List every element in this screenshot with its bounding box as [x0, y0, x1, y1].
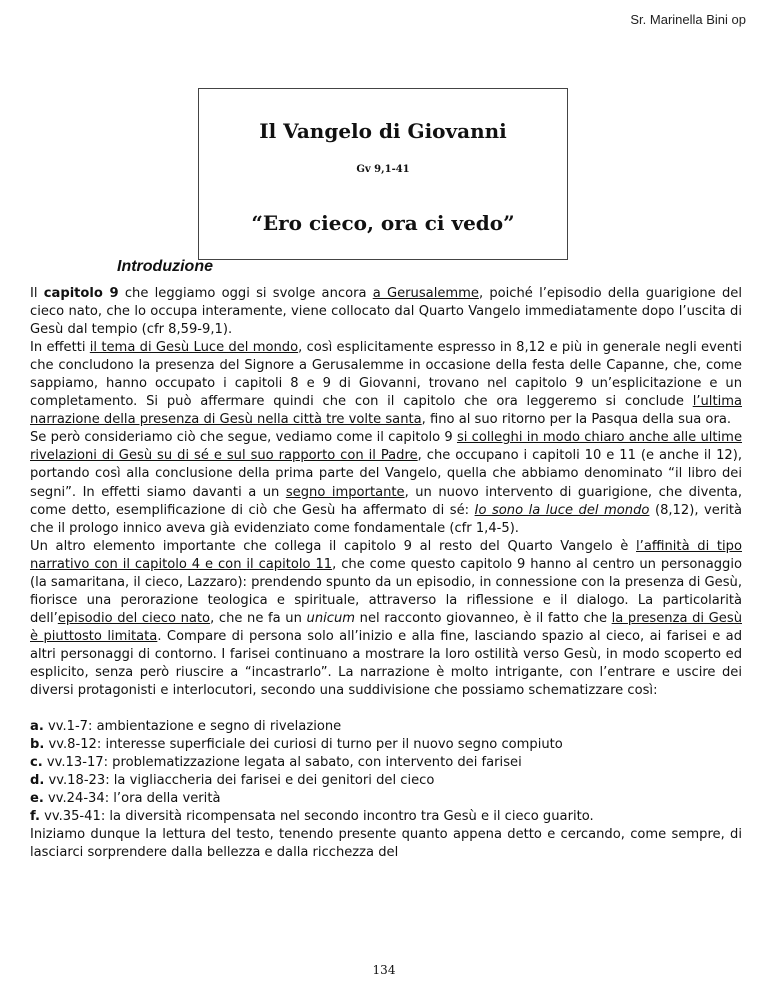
- scripture-reference: Gv 9,1-41: [356, 164, 410, 175]
- outline-text: vv.18-23: la vigliaccheria dei farisei e dei genitori del cieco: [44, 773, 435, 789]
- outline-letter: e.: [30, 791, 44, 807]
- paragraph-2: [30, 339, 742, 429]
- underlined-text: episodio del cieco nato: [57, 610, 211, 626]
- section-heading: Introduzione: [117, 258, 213, 275]
- outline-letter: b.: [30, 737, 45, 753]
- outline-letter: c.: [30, 755, 43, 771]
- paragraph-4: [30, 538, 742, 700]
- text-run: (8,12), verità che il prologo innico aveva già evidenziato come fondamentale (cfr 1,4-5).: [30, 502, 742, 536]
- text-run: , un nuovo intervento di guarigione, che diventa, come detto, esemplificazione di ciò che Gesù ha affermato di sé:: [30, 484, 742, 518]
- underlined-text: l’ultima narrazione della presenza di Gesù nella città tre volte santa: [30, 394, 742, 428]
- outline-letter: d.: [30, 773, 45, 789]
- paragraph-3: [30, 429, 742, 537]
- outline-text: vv.35-41: la diversità ricompensata nel secondo incontro tra Gesù e il cieco guarito.: [39, 809, 594, 825]
- title-box: [198, 88, 568, 260]
- underlined-text: il tema di Gesù Luce del mondo: [89, 340, 299, 356]
- underlined-text: si colleghi in modo chiaro anche alle ultime rivelazioni di Gesù su di sé e sul suo rapporto con il Padre: [30, 430, 742, 464]
- text-run: , che come questo capitolo 9 hanno al centro un personaggio (la samaritana, il cieco, Lazzaro): prendendo spunto da un episodio, in connessione con la presenza di Gesù, fiorisce una perorazione teologica e spirituale, attraverso la riflessione e il dialogo. La particolarità dell’: [30, 556, 743, 626]
- outline-list: [30, 718, 742, 826]
- outline-text: vv.1-7: ambientazione e segno di rivelazione: [43, 719, 342, 735]
- outline-text: vv.24-34: l’ora della verità: [43, 791, 221, 807]
- outline-item: [30, 736, 742, 754]
- italic-underlined-text: Io sono la luce del mondo: [474, 502, 650, 518]
- underlined-text: segno importante: [285, 484, 405, 500]
- text-run: Un altro elemento importante che collega il capitolo 9 al resto del Quarto Vangelo è: [30, 538, 637, 554]
- outline-letter: f.: [30, 809, 40, 825]
- text-run: , così esplicitamente espresso in 8,12 e più in generale negli eventi che concludono la presenza del Signore a Gerusalemme in occasione della festa delle Capanne, che, come sappiamo, hanno occupato i capitoli 8 e 9 di Giovanni, trovano nel capitolo 9 un’esplicitazione e un completamento. Si può affermare quindi che con il capitolo che ora leggeremo si conclude: [30, 340, 742, 410]
- closing-paragraph: Iniziamo dunque la lettura del testo, tenendo presente quanto appena detto e cercando, come sempre, di lasciarci sorprendere dalla bellezza e dalla ricchezza del: [30, 827, 742, 861]
- outline-text: vv.8-12: interesse superficiale dei curiosi di turno per il nuovo segno compiuto: [44, 737, 563, 753]
- text-run: Il: [30, 286, 44, 301]
- outline-item: [30, 790, 742, 808]
- text-run: In effetti: [30, 340, 90, 356]
- text-run: , che occupano i capitoli 10 e 11 (e anche il 12), portando così alla conclusione della prima parte del Vangelo, quella che abbiamo denominato “il libro dei segni”. In effetti siamo davanti a un: [30, 448, 742, 500]
- outline-letter: a.: [30, 719, 44, 735]
- text-run: , che ne fa un: [210, 610, 307, 626]
- author-header: Sr. Marinella Bini op: [630, 12, 746, 27]
- text-run: nel racconto giovanneo, è il fatto che: [355, 610, 612, 626]
- paragraph-1: [30, 285, 742, 339]
- body-text: [30, 285, 742, 862]
- text-run: , fino al suo ritorno per la Pasqua della sua ora.: [421, 412, 732, 428]
- outline-item: [30, 718, 742, 736]
- italic-text: unicum: [306, 610, 356, 626]
- text-run: , poiché l’episodio della guarigione del cieco nato, che lo occupa interamente, viene collocato dal Quarto Vangelo immediatamente dopo l’uscita di Gesù dal tempio (cfr 8,59-9,1).: [30, 286, 742, 338]
- document-title: Il Vangelo di Giovanni: [259, 119, 507, 143]
- text-run: . Compare di persona solo all’inizio e alla fine, lasciando spazio al cieco, ai farisei e ad altri personaggi di contorno. I farisei continuano a mostrare la loro ostilità verso Gesù, in modo scoperto ed esplicito, senza però riuscire a “incastrarlo”. La narrazione è molto intrigante, con l’entrare e uscire dei diversi protagonisti e interlocutori, secondo una suddivisione che possiamo schematizzare così:: [30, 628, 743, 699]
- underlined-text: l’affinità di tipo narrativo con il capitolo 4 e con il capitolo 11: [30, 538, 742, 572]
- underlined-text: a Gerusalemme: [372, 286, 479, 301]
- text-run: che leggiamo oggi si svolge ancora: [118, 286, 373, 301]
- outline-item: [30, 808, 742, 826]
- outline-item: [30, 772, 742, 790]
- underlined-text: la presenza di Gesù è piuttosto limitata: [30, 610, 742, 644]
- outline-text: vv.13-17: problematizzazione legata al sabato, con intervento dei farisei: [42, 755, 522, 771]
- bold-text: capitolo 9: [43, 286, 119, 301]
- page-number: 134: [372, 963, 396, 977]
- text-run: Se però consideriamo ciò che segue, vediamo come il capitolo 9: [30, 430, 457, 446]
- title-quote: “Ero cieco, ora ci vedo”: [251, 211, 515, 235]
- outline-item: [30, 754, 742, 772]
